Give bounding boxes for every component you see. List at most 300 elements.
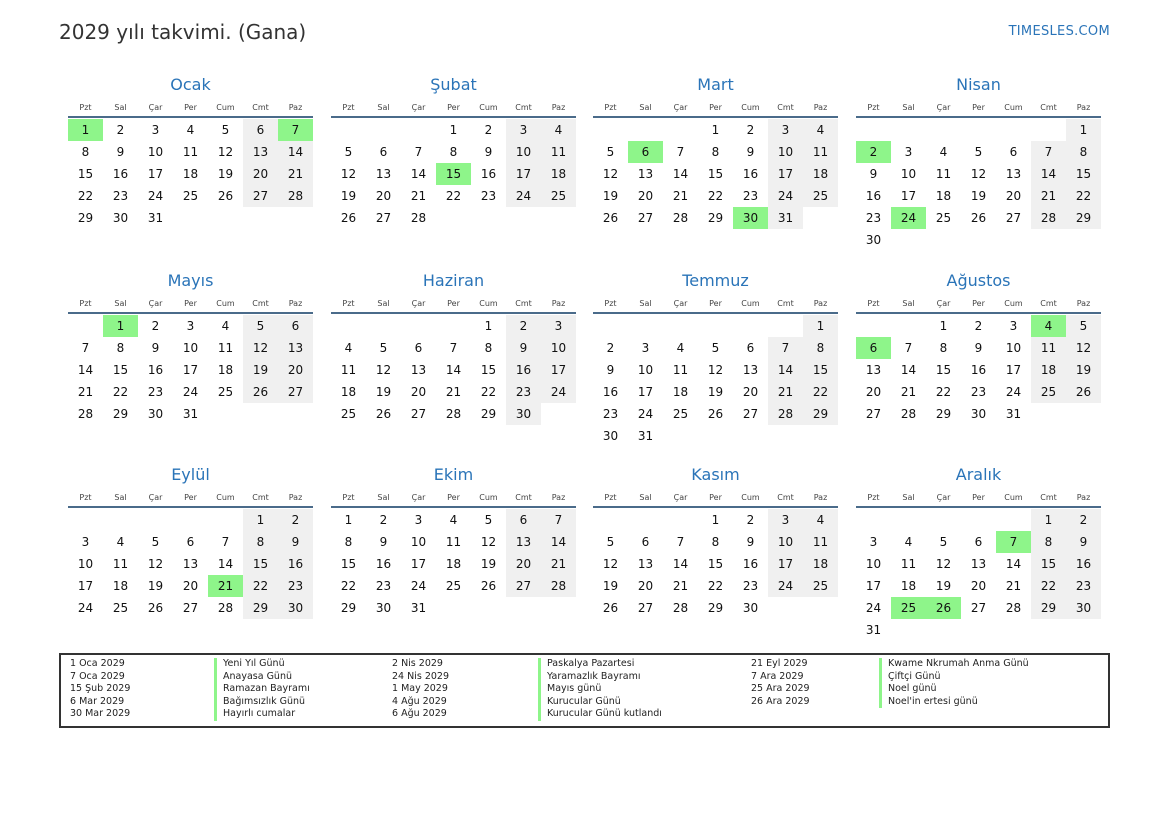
- day-cell[interactable]: 24: [506, 185, 541, 207]
- day-cell[interactable]: 16: [602, 385, 619, 399]
- day-cell[interactable]: 29: [480, 407, 497, 421]
- day-cell[interactable]: 7: [541, 509, 576, 531]
- day-cell[interactable]: 17: [865, 579, 882, 593]
- day-cell[interactable]: 7: [904, 341, 913, 355]
- day-cell[interactable]: 30: [147, 407, 164, 421]
- day-cell[interactable]: 3: [768, 119, 803, 141]
- day-cell[interactable]: 30: [506, 403, 541, 425]
- day-cell[interactable]: 10: [77, 557, 94, 571]
- day-cell[interactable]: 1: [344, 513, 353, 527]
- day-cell[interactable]: 17: [1005, 363, 1022, 377]
- day-cell[interactable]: 15: [707, 557, 724, 571]
- day-cell[interactable]: 22: [480, 385, 497, 399]
- day-cell[interactable]: 13: [278, 337, 313, 359]
- day-cell[interactable]: 3: [641, 341, 650, 355]
- day-cell[interactable]: 11: [541, 141, 576, 163]
- day-cell[interactable]: 10: [768, 141, 803, 163]
- day-cell[interactable]: 27: [243, 185, 278, 207]
- day-cell[interactable]: 8: [803, 337, 838, 359]
- holiday-day-cell[interactable]: 6: [628, 141, 663, 163]
- day-cell[interactable]: 22: [340, 579, 357, 593]
- day-cell[interactable]: 10: [768, 531, 803, 553]
- day-cell[interactable]: 10: [865, 557, 882, 571]
- day-cell[interactable]: 7: [414, 145, 423, 159]
- day-cell[interactable]: 23: [970, 385, 987, 399]
- day-cell[interactable]: 28: [900, 407, 917, 421]
- day-cell[interactable]: 28: [672, 601, 689, 615]
- day-cell[interactable]: 23: [742, 189, 759, 203]
- day-cell[interactable]: 26: [602, 601, 619, 615]
- day-cell[interactable]: 14: [77, 363, 94, 377]
- day-cell[interactable]: 24: [541, 381, 576, 403]
- day-cell[interactable]: 12: [970, 167, 987, 181]
- day-cell[interactable]: 14: [672, 167, 689, 181]
- day-cell[interactable]: 25: [1031, 381, 1066, 403]
- day-cell[interactable]: 7: [221, 535, 230, 549]
- day-cell[interactable]: 8: [1031, 531, 1066, 553]
- day-cell[interactable]: 22: [1066, 185, 1101, 207]
- day-cell[interactable]: 2: [506, 315, 541, 337]
- day-cell[interactable]: 26: [340, 211, 357, 225]
- day-cell[interactable]: 13: [742, 363, 759, 377]
- day-cell[interactable]: 24: [182, 385, 199, 399]
- day-cell[interactable]: 13: [375, 167, 392, 181]
- day-cell[interactable]: 2: [974, 319, 983, 333]
- day-cell[interactable]: 17: [77, 579, 94, 593]
- day-cell[interactable]: 26: [375, 407, 392, 421]
- day-cell[interactable]: 5: [606, 145, 615, 159]
- day-cell[interactable]: 28: [541, 575, 576, 597]
- day-cell[interactable]: 21: [541, 553, 576, 575]
- day-cell[interactable]: 9: [116, 145, 125, 159]
- day-cell[interactable]: 23: [1066, 575, 1101, 597]
- day-cell[interactable]: 9: [379, 535, 388, 549]
- day-cell[interactable]: 12: [480, 535, 497, 549]
- day-cell[interactable]: 16: [480, 167, 497, 181]
- day-cell[interactable]: 15: [1031, 553, 1066, 575]
- day-cell[interactable]: 26: [217, 189, 234, 203]
- day-cell[interactable]: 1: [1066, 119, 1101, 141]
- brand-link[interactable]: TIMESLES.COM: [1008, 24, 1110, 39]
- day-cell[interactable]: 4: [904, 535, 913, 549]
- day-cell[interactable]: 23: [865, 211, 882, 225]
- day-cell[interactable]: 4: [676, 341, 685, 355]
- day-cell[interactable]: 22: [243, 575, 278, 597]
- day-cell[interactable]: 24: [1005, 385, 1022, 399]
- day-cell[interactable]: 26: [707, 407, 724, 421]
- day-cell[interactable]: 29: [243, 597, 278, 619]
- day-cell[interactable]: 15: [935, 363, 952, 377]
- day-cell[interactable]: 9: [606, 363, 615, 377]
- day-cell[interactable]: 15: [340, 557, 357, 571]
- day-cell[interactable]: 17: [637, 385, 654, 399]
- day-cell[interactable]: 14: [217, 557, 234, 571]
- day-cell[interactable]: 5: [243, 315, 278, 337]
- day-cell[interactable]: 13: [410, 363, 427, 377]
- day-cell[interactable]: 5: [484, 513, 493, 527]
- day-cell[interactable]: 29: [77, 211, 94, 225]
- day-cell[interactable]: 8: [344, 535, 353, 549]
- day-cell[interactable]: 25: [182, 189, 199, 203]
- day-cell[interactable]: 13: [865, 363, 882, 377]
- day-cell[interactable]: 25: [935, 211, 952, 225]
- day-cell[interactable]: 24: [768, 185, 803, 207]
- day-cell[interactable]: 3: [768, 509, 803, 531]
- day-cell[interactable]: 21: [672, 579, 689, 593]
- day-cell[interactable]: 22: [935, 385, 952, 399]
- holiday-day-cell[interactable]: 6: [856, 337, 891, 359]
- day-cell[interactable]: 19: [970, 189, 987, 203]
- day-cell[interactable]: 6: [414, 341, 423, 355]
- day-cell[interactable]: 18: [1031, 359, 1066, 381]
- day-cell[interactable]: 7: [676, 535, 685, 549]
- day-cell[interactable]: 10: [637, 363, 654, 377]
- day-cell[interactable]: 25: [445, 579, 462, 593]
- day-cell[interactable]: 17: [768, 163, 803, 185]
- day-cell[interactable]: 20: [506, 553, 541, 575]
- day-cell[interactable]: 28: [278, 185, 313, 207]
- day-cell[interactable]: 24: [147, 189, 164, 203]
- day-cell[interactable]: 31: [1005, 407, 1022, 421]
- day-cell[interactable]: 22: [445, 189, 462, 203]
- day-cell[interactable]: 12: [707, 363, 724, 377]
- day-cell[interactable]: 1: [939, 319, 948, 333]
- day-cell[interactable]: 14: [672, 557, 689, 571]
- day-cell[interactable]: 15: [803, 359, 838, 381]
- day-cell[interactable]: 12: [340, 167, 357, 181]
- day-cell[interactable]: 4: [449, 513, 458, 527]
- day-cell[interactable]: 15: [112, 363, 129, 377]
- day-cell[interactable]: 4: [803, 119, 838, 141]
- day-cell[interactable]: 20: [375, 189, 392, 203]
- day-cell[interactable]: 20: [410, 385, 427, 399]
- day-cell[interactable]: 31: [768, 207, 803, 229]
- holiday-day-cell[interactable]: 1: [68, 119, 103, 141]
- day-cell[interactable]: 30: [278, 597, 313, 619]
- day-cell[interactable]: 23: [112, 189, 129, 203]
- day-cell[interactable]: 7: [676, 145, 685, 159]
- day-cell[interactable]: 14: [768, 359, 803, 381]
- day-cell[interactable]: 2: [379, 513, 388, 527]
- day-cell[interactable]: 25: [803, 575, 838, 597]
- day-cell[interactable]: 15: [243, 553, 278, 575]
- day-cell[interactable]: 13: [243, 141, 278, 163]
- day-cell[interactable]: 30: [112, 211, 129, 225]
- day-cell[interactable]: 29: [1031, 597, 1066, 619]
- day-cell[interactable]: 20: [865, 385, 882, 399]
- day-cell[interactable]: 29: [112, 407, 129, 421]
- day-cell[interactable]: 3: [81, 535, 90, 549]
- day-cell[interactable]: 1: [711, 513, 720, 527]
- day-cell[interactable]: 6: [641, 535, 650, 549]
- day-cell[interactable]: 2: [606, 341, 615, 355]
- day-cell[interactable]: 5: [606, 535, 615, 549]
- day-cell[interactable]: 31: [865, 623, 882, 637]
- day-cell[interactable]: 27: [278, 381, 313, 403]
- day-cell[interactable]: 6: [379, 145, 388, 159]
- day-cell[interactable]: 9: [869, 167, 878, 181]
- day-cell[interactable]: 8: [711, 535, 720, 549]
- day-cell[interactable]: 2: [151, 319, 160, 333]
- day-cell[interactable]: 29: [935, 407, 952, 421]
- day-cell[interactable]: 21: [672, 189, 689, 203]
- day-cell[interactable]: 20: [970, 579, 987, 593]
- holiday-day-cell[interactable]: 15: [436, 163, 471, 185]
- day-cell[interactable]: 17: [541, 359, 576, 381]
- day-cell[interactable]: 1: [1031, 509, 1066, 531]
- day-cell[interactable]: 24: [637, 407, 654, 421]
- day-cell[interactable]: 29: [340, 601, 357, 615]
- day-cell[interactable]: 19: [602, 189, 619, 203]
- day-cell[interactable]: 9: [974, 341, 983, 355]
- holiday-day-cell[interactable]: 30: [733, 207, 768, 229]
- day-cell[interactable]: 8: [243, 531, 278, 553]
- day-cell[interactable]: 21: [900, 385, 917, 399]
- day-cell[interactable]: 22: [803, 381, 838, 403]
- day-cell[interactable]: 4: [803, 509, 838, 531]
- day-cell[interactable]: 28: [768, 403, 803, 425]
- day-cell[interactable]: 9: [278, 531, 313, 553]
- day-cell[interactable]: 3: [1009, 319, 1018, 333]
- day-cell[interactable]: 6: [186, 535, 195, 549]
- day-cell[interactable]: 9: [1066, 531, 1101, 553]
- day-cell[interactable]: 23: [602, 407, 619, 421]
- day-cell[interactable]: 16: [742, 557, 759, 571]
- day-cell[interactable]: 3: [151, 123, 160, 137]
- day-cell[interactable]: 18: [935, 189, 952, 203]
- day-cell[interactable]: 25: [340, 407, 357, 421]
- day-cell[interactable]: 8: [449, 145, 458, 159]
- day-cell[interactable]: 19: [217, 167, 234, 181]
- day-cell[interactable]: 21: [768, 381, 803, 403]
- day-cell[interactable]: 9: [151, 341, 160, 355]
- day-cell[interactable]: 4: [221, 319, 230, 333]
- day-cell[interactable]: 6: [243, 119, 278, 141]
- day-cell[interactable]: 11: [217, 341, 234, 355]
- day-cell[interactable]: 21: [77, 385, 94, 399]
- day-cell[interactable]: 7: [449, 341, 458, 355]
- day-cell[interactable]: 14: [1005, 557, 1022, 571]
- day-cell[interactable]: 18: [672, 385, 689, 399]
- day-cell[interactable]: 5: [974, 145, 983, 159]
- day-cell[interactable]: 11: [182, 145, 199, 159]
- day-cell[interactable]: 29: [803, 403, 838, 425]
- day-cell[interactable]: 11: [445, 535, 462, 549]
- day-cell[interactable]: 4: [939, 145, 948, 159]
- day-cell[interactable]: 13: [637, 557, 654, 571]
- day-cell[interactable]: 25: [672, 407, 689, 421]
- day-cell[interactable]: 12: [602, 167, 619, 181]
- day-cell[interactable]: 11: [340, 363, 357, 377]
- day-cell[interactable]: 16: [278, 553, 313, 575]
- day-cell[interactable]: 29: [707, 601, 724, 615]
- day-cell[interactable]: 27: [410, 407, 427, 421]
- day-cell[interactable]: 9: [746, 145, 755, 159]
- day-cell[interactable]: 5: [221, 123, 230, 137]
- day-cell[interactable]: 5: [151, 535, 160, 549]
- holiday-day-cell[interactable]: 25: [891, 597, 926, 619]
- day-cell[interactable]: 2: [484, 123, 493, 137]
- day-cell[interactable]: 31: [182, 407, 199, 421]
- day-cell[interactable]: 18: [182, 167, 199, 181]
- day-cell[interactable]: 11: [112, 557, 129, 571]
- day-cell[interactable]: 21: [1031, 185, 1066, 207]
- day-cell[interactable]: 22: [707, 189, 724, 203]
- day-cell[interactable]: 5: [344, 145, 353, 159]
- day-cell[interactable]: 10: [1005, 341, 1022, 355]
- day-cell[interactable]: 19: [707, 385, 724, 399]
- day-cell[interactable]: 27: [637, 601, 654, 615]
- day-cell[interactable]: 16: [506, 359, 541, 381]
- day-cell[interactable]: 15: [77, 167, 94, 181]
- day-cell[interactable]: 12: [375, 363, 392, 377]
- day-cell[interactable]: 2: [278, 509, 313, 531]
- day-cell[interactable]: 19: [375, 385, 392, 399]
- day-cell[interactable]: 4: [116, 535, 125, 549]
- day-cell[interactable]: 28: [672, 211, 689, 225]
- day-cell[interactable]: 16: [1066, 553, 1101, 575]
- day-cell[interactable]: 19: [340, 189, 357, 203]
- day-cell[interactable]: 28: [445, 407, 462, 421]
- day-cell[interactable]: 19: [243, 359, 278, 381]
- day-cell[interactable]: 22: [77, 189, 94, 203]
- day-cell[interactable]: 7: [81, 341, 90, 355]
- day-cell[interactable]: 15: [707, 167, 724, 181]
- day-cell[interactable]: 27: [182, 601, 199, 615]
- day-cell[interactable]: 14: [900, 363, 917, 377]
- day-cell[interactable]: 30: [742, 601, 759, 615]
- day-cell[interactable]: 8: [81, 145, 90, 159]
- day-cell[interactable]: 21: [410, 189, 427, 203]
- day-cell[interactable]: 20: [1005, 189, 1022, 203]
- day-cell[interactable]: 10: [541, 337, 576, 359]
- day-cell[interactable]: 6: [1009, 145, 1018, 159]
- day-cell[interactable]: 10: [147, 145, 164, 159]
- day-cell[interactable]: 18: [217, 363, 234, 377]
- day-cell[interactable]: 5: [1066, 315, 1101, 337]
- day-cell[interactable]: 28: [217, 601, 234, 615]
- day-cell[interactable]: 10: [506, 141, 541, 163]
- day-cell[interactable]: 20: [182, 579, 199, 593]
- day-cell[interactable]: 16: [865, 189, 882, 203]
- day-cell[interactable]: 8: [939, 341, 948, 355]
- day-cell[interactable]: 3: [541, 315, 576, 337]
- day-cell[interactable]: 27: [506, 575, 541, 597]
- day-cell[interactable]: 16: [375, 557, 392, 571]
- day-cell[interactable]: 11: [672, 363, 689, 377]
- holiday-day-cell[interactable]: 26: [926, 597, 961, 619]
- day-cell[interactable]: 23: [278, 575, 313, 597]
- day-cell[interactable]: 18: [541, 163, 576, 185]
- day-cell[interactable]: 17: [900, 189, 917, 203]
- day-cell[interactable]: 13: [970, 557, 987, 571]
- day-cell[interactable]: 31: [410, 601, 427, 615]
- day-cell[interactable]: 24: [865, 601, 882, 615]
- day-cell[interactable]: 18: [112, 579, 129, 593]
- day-cell[interactable]: 8: [116, 341, 125, 355]
- day-cell[interactable]: 20: [637, 189, 654, 203]
- day-cell[interactable]: 17: [182, 363, 199, 377]
- day-cell[interactable]: 5: [379, 341, 388, 355]
- day-cell[interactable]: 6: [278, 315, 313, 337]
- day-cell[interactable]: 10: [900, 167, 917, 181]
- day-cell[interactable]: 18: [900, 579, 917, 593]
- day-cell[interactable]: 3: [186, 319, 195, 333]
- day-cell[interactable]: 27: [375, 211, 392, 225]
- day-cell[interactable]: 3: [904, 145, 913, 159]
- day-cell[interactable]: 20: [637, 579, 654, 593]
- day-cell[interactable]: 12: [217, 145, 234, 159]
- holiday-day-cell[interactable]: 7: [278, 119, 313, 141]
- day-cell[interactable]: 22: [112, 385, 129, 399]
- day-cell[interactable]: 2: [746, 513, 755, 527]
- day-cell[interactable]: 5: [711, 341, 720, 355]
- day-cell[interactable]: 16: [742, 167, 759, 181]
- day-cell[interactable]: 11: [803, 141, 838, 163]
- day-cell[interactable]: 29: [1066, 207, 1101, 229]
- day-cell[interactable]: 11: [803, 531, 838, 553]
- day-cell[interactable]: 14: [1031, 163, 1066, 185]
- day-cell[interactable]: 27: [865, 407, 882, 421]
- day-cell[interactable]: 20: [742, 385, 759, 399]
- day-cell[interactable]: 15: [480, 363, 497, 377]
- day-cell[interactable]: 10: [182, 341, 199, 355]
- day-cell[interactable]: 12: [243, 337, 278, 359]
- day-cell[interactable]: 26: [480, 579, 497, 593]
- day-cell[interactable]: 12: [147, 557, 164, 571]
- day-cell[interactable]: 10: [410, 535, 427, 549]
- day-cell[interactable]: 12: [935, 557, 952, 571]
- day-cell[interactable]: 29: [707, 211, 724, 225]
- day-cell[interactable]: 2: [116, 123, 125, 137]
- day-cell[interactable]: 20: [243, 163, 278, 185]
- day-cell[interactable]: 12: [602, 557, 619, 571]
- day-cell[interactable]: 8: [1066, 141, 1101, 163]
- day-cell[interactable]: 4: [344, 341, 353, 355]
- day-cell[interactable]: 2: [746, 123, 755, 137]
- day-cell[interactable]: 12: [1066, 337, 1101, 359]
- day-cell[interactable]: 8: [484, 341, 493, 355]
- day-cell[interactable]: 9: [506, 337, 541, 359]
- day-cell[interactable]: 2: [1066, 509, 1101, 531]
- day-cell[interactable]: 21: [1005, 579, 1022, 593]
- holiday-day-cell[interactable]: 2: [856, 141, 891, 163]
- day-cell[interactable]: 30: [865, 233, 882, 247]
- holiday-day-cell[interactable]: 24: [891, 207, 926, 229]
- day-cell[interactable]: 22: [707, 579, 724, 593]
- day-cell[interactable]: 18: [803, 553, 838, 575]
- day-cell[interactable]: 28: [1031, 207, 1066, 229]
- day-cell[interactable]: 23: [147, 385, 164, 399]
- day-cell[interactable]: 28: [410, 211, 427, 225]
- day-cell[interactable]: 26: [147, 601, 164, 615]
- day-cell[interactable]: 20: [278, 359, 313, 381]
- day-cell[interactable]: 14: [278, 141, 313, 163]
- day-cell[interactable]: 1: [711, 123, 720, 137]
- day-cell[interactable]: 6: [974, 535, 983, 549]
- day-cell[interactable]: 23: [480, 189, 497, 203]
- day-cell[interactable]: 25: [803, 185, 838, 207]
- day-cell[interactable]: 26: [1066, 381, 1101, 403]
- day-cell[interactable]: 30: [375, 601, 392, 615]
- day-cell[interactable]: 26: [243, 381, 278, 403]
- day-cell[interactable]: 27: [970, 601, 987, 615]
- day-cell[interactable]: 7: [1031, 141, 1066, 163]
- day-cell[interactable]: 18: [340, 385, 357, 399]
- day-cell[interactable]: 1: [243, 509, 278, 531]
- day-cell[interactable]: 13: [182, 557, 199, 571]
- day-cell[interactable]: 3: [869, 535, 878, 549]
